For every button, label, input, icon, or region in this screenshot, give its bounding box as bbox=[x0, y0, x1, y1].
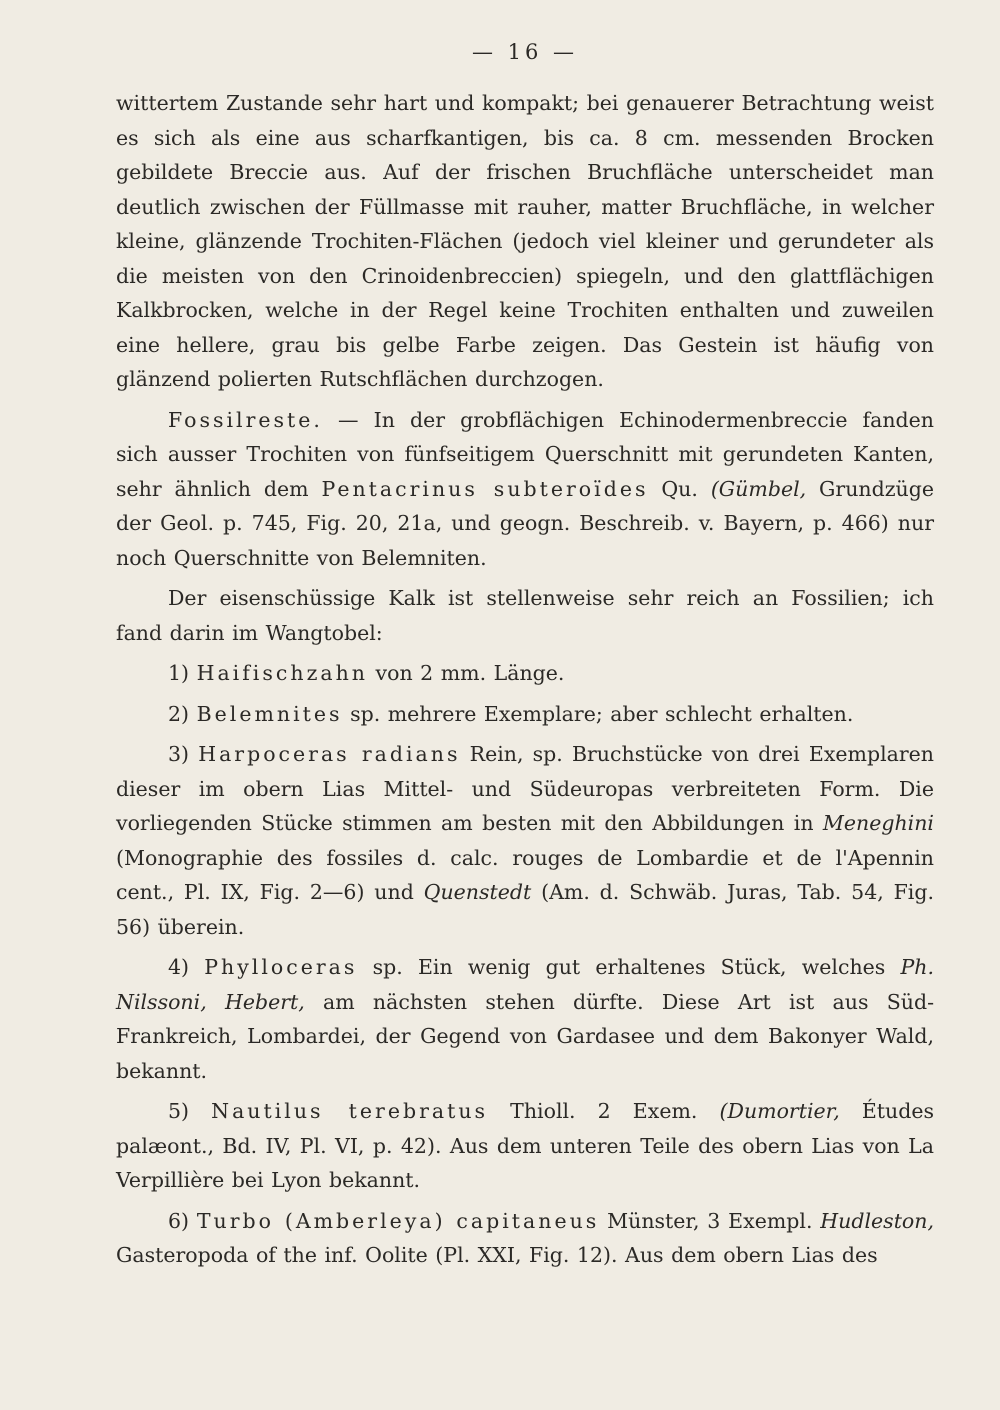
list-item bbox=[116, 950, 934, 1088]
paragraph-breccia-description: wittertem Zustande sehr hart und kompakt; bei genauerer Betrachtung weist es sich als eine aus scharfkantigen, bis ca. 8 cm. messenden Brocken gebildete Breccie aus. Auf der frischen Bruchfläche unterscheidet man deutlich zwischen der Füllmasse mit rauher, matter Bruchfläche, in welcher kleine, glänzende Trochiten-Flächen (jedoch viel kleiner und gerundeter als die meisten von den Crinoidenbreccien) spiegeln, und den glattflächigen Kalkbrocken, welche in der Regel keine Trochiten enthalten und zuweilen eine hellere, grau bis gelbe Farbe zeigen. Das Gestein ist häufig von glänzend polierten Rutschflächen durchzogen. bbox=[116, 91, 934, 391]
text-segment: (Am. d. Schwäb. Juras, Tab. 54, Fig. 56) überein. bbox=[116, 880, 934, 939]
paragraph-fossil-remains bbox=[116, 403, 934, 576]
text-segment: Gasteropoda of the inf. Oolite (Pl. XXI, Fig. 12). Aus dem obern Lias des bbox=[116, 1243, 878, 1267]
list-item bbox=[116, 737, 934, 944]
species-name: Phylloceras bbox=[204, 955, 358, 979]
author-reference: Hudleston, bbox=[820, 1208, 934, 1233]
species-name: Pentacrinus subteroïdes bbox=[321, 476, 649, 501]
paragraph-iron-limestone: Der eisenschüssige Kalk ist stellenweise sehr reich an Fossilien; ich fand darin im Wangtobel: bbox=[116, 586, 934, 645]
list-item bbox=[116, 1094, 934, 1198]
text-segment: Grundzüge der Geol. p. 745, Fig. 20, 21a, und geogn. Beschreib. v. Bayern, p. 466) nur noch Querschnitte von Belemniten. bbox=[116, 476, 935, 570]
item-number: 1) bbox=[168, 661, 197, 685]
author-reference: (Dumortier, bbox=[719, 1099, 840, 1123]
page-number: — 16 — bbox=[471, 40, 579, 64]
text-segment: Rein, sp. Bruchstücke von drei Exemplaren dieser im obern Lias Mittel- und Südeuropas verbreiteten Form. Die vorliegenden Stücke stimmen am besten mit den Abbildungen in bbox=[116, 742, 934, 835]
species-name: Haifischzahn bbox=[196, 661, 368, 685]
text-segment: sp. Ein wenig gut erhaltenes Stück, welches bbox=[357, 955, 901, 979]
item-number: 6) bbox=[168, 1208, 197, 1233]
section-heading-fossilreste: Fossilreste. bbox=[168, 407, 323, 432]
text-segment: Études palæont., Bd. IV, Pl. VI, p. 42). Aus dem unteren Teile des obern Lias von La Verpillière bei Lyon bekannt. bbox=[116, 1099, 935, 1192]
text-segment: (Monographie des fossiles d. calc. rouges de Lombardie et de l'Apennin cent., Pl. IX, Fig. 2—6) und bbox=[116, 845, 934, 904]
author-reference: Meneghini bbox=[822, 811, 934, 835]
text-segment: von 2 mm. Länge. bbox=[368, 661, 565, 685]
text-segment: Qu. bbox=[648, 476, 711, 501]
list-item bbox=[116, 1204, 934, 1273]
species-name: Turbo (Amberleya) capitaneus bbox=[196, 1208, 600, 1233]
species-name: Harpoceras radians bbox=[198, 742, 461, 766]
text-segment: am nächsten stehen dürfte. Diese Art ist aus Süd-Frankreich, Lombardei, der Gegend von Gardasee und dem Bakonyer Wald, bekannt. bbox=[116, 989, 935, 1083]
author-reference: (Gümbel, bbox=[710, 476, 807, 501]
item-number: 4) bbox=[168, 955, 205, 979]
text-segment: — In der grobflächigen Echinodermenbreccie fanden sich ausser Trochiten von fünfseitigem Querschnitt mit gerundeten Kanten, sehr ähnlich dem bbox=[116, 407, 934, 501]
author-reference: Quenstedt bbox=[423, 880, 532, 904]
text-segment: Münster, 3 Exempl. bbox=[599, 1208, 821, 1233]
item-number: 5) bbox=[168, 1099, 212, 1123]
list-item bbox=[116, 697, 934, 732]
species-name: Belemnites bbox=[196, 701, 343, 726]
species-name: Nautilus terebratus bbox=[211, 1099, 489, 1123]
list-item bbox=[116, 656, 934, 691]
text-segment: Thioll. 2 Exem. bbox=[488, 1099, 720, 1123]
text-segment: sp. mehrere Exemplare; aber schlecht erhalten. bbox=[342, 701, 854, 726]
author-reference: Ph. Nilssoni, Hebert, bbox=[116, 955, 934, 1014]
item-number: 3) bbox=[168, 742, 199, 766]
item-number: 2) bbox=[168, 701, 197, 726]
